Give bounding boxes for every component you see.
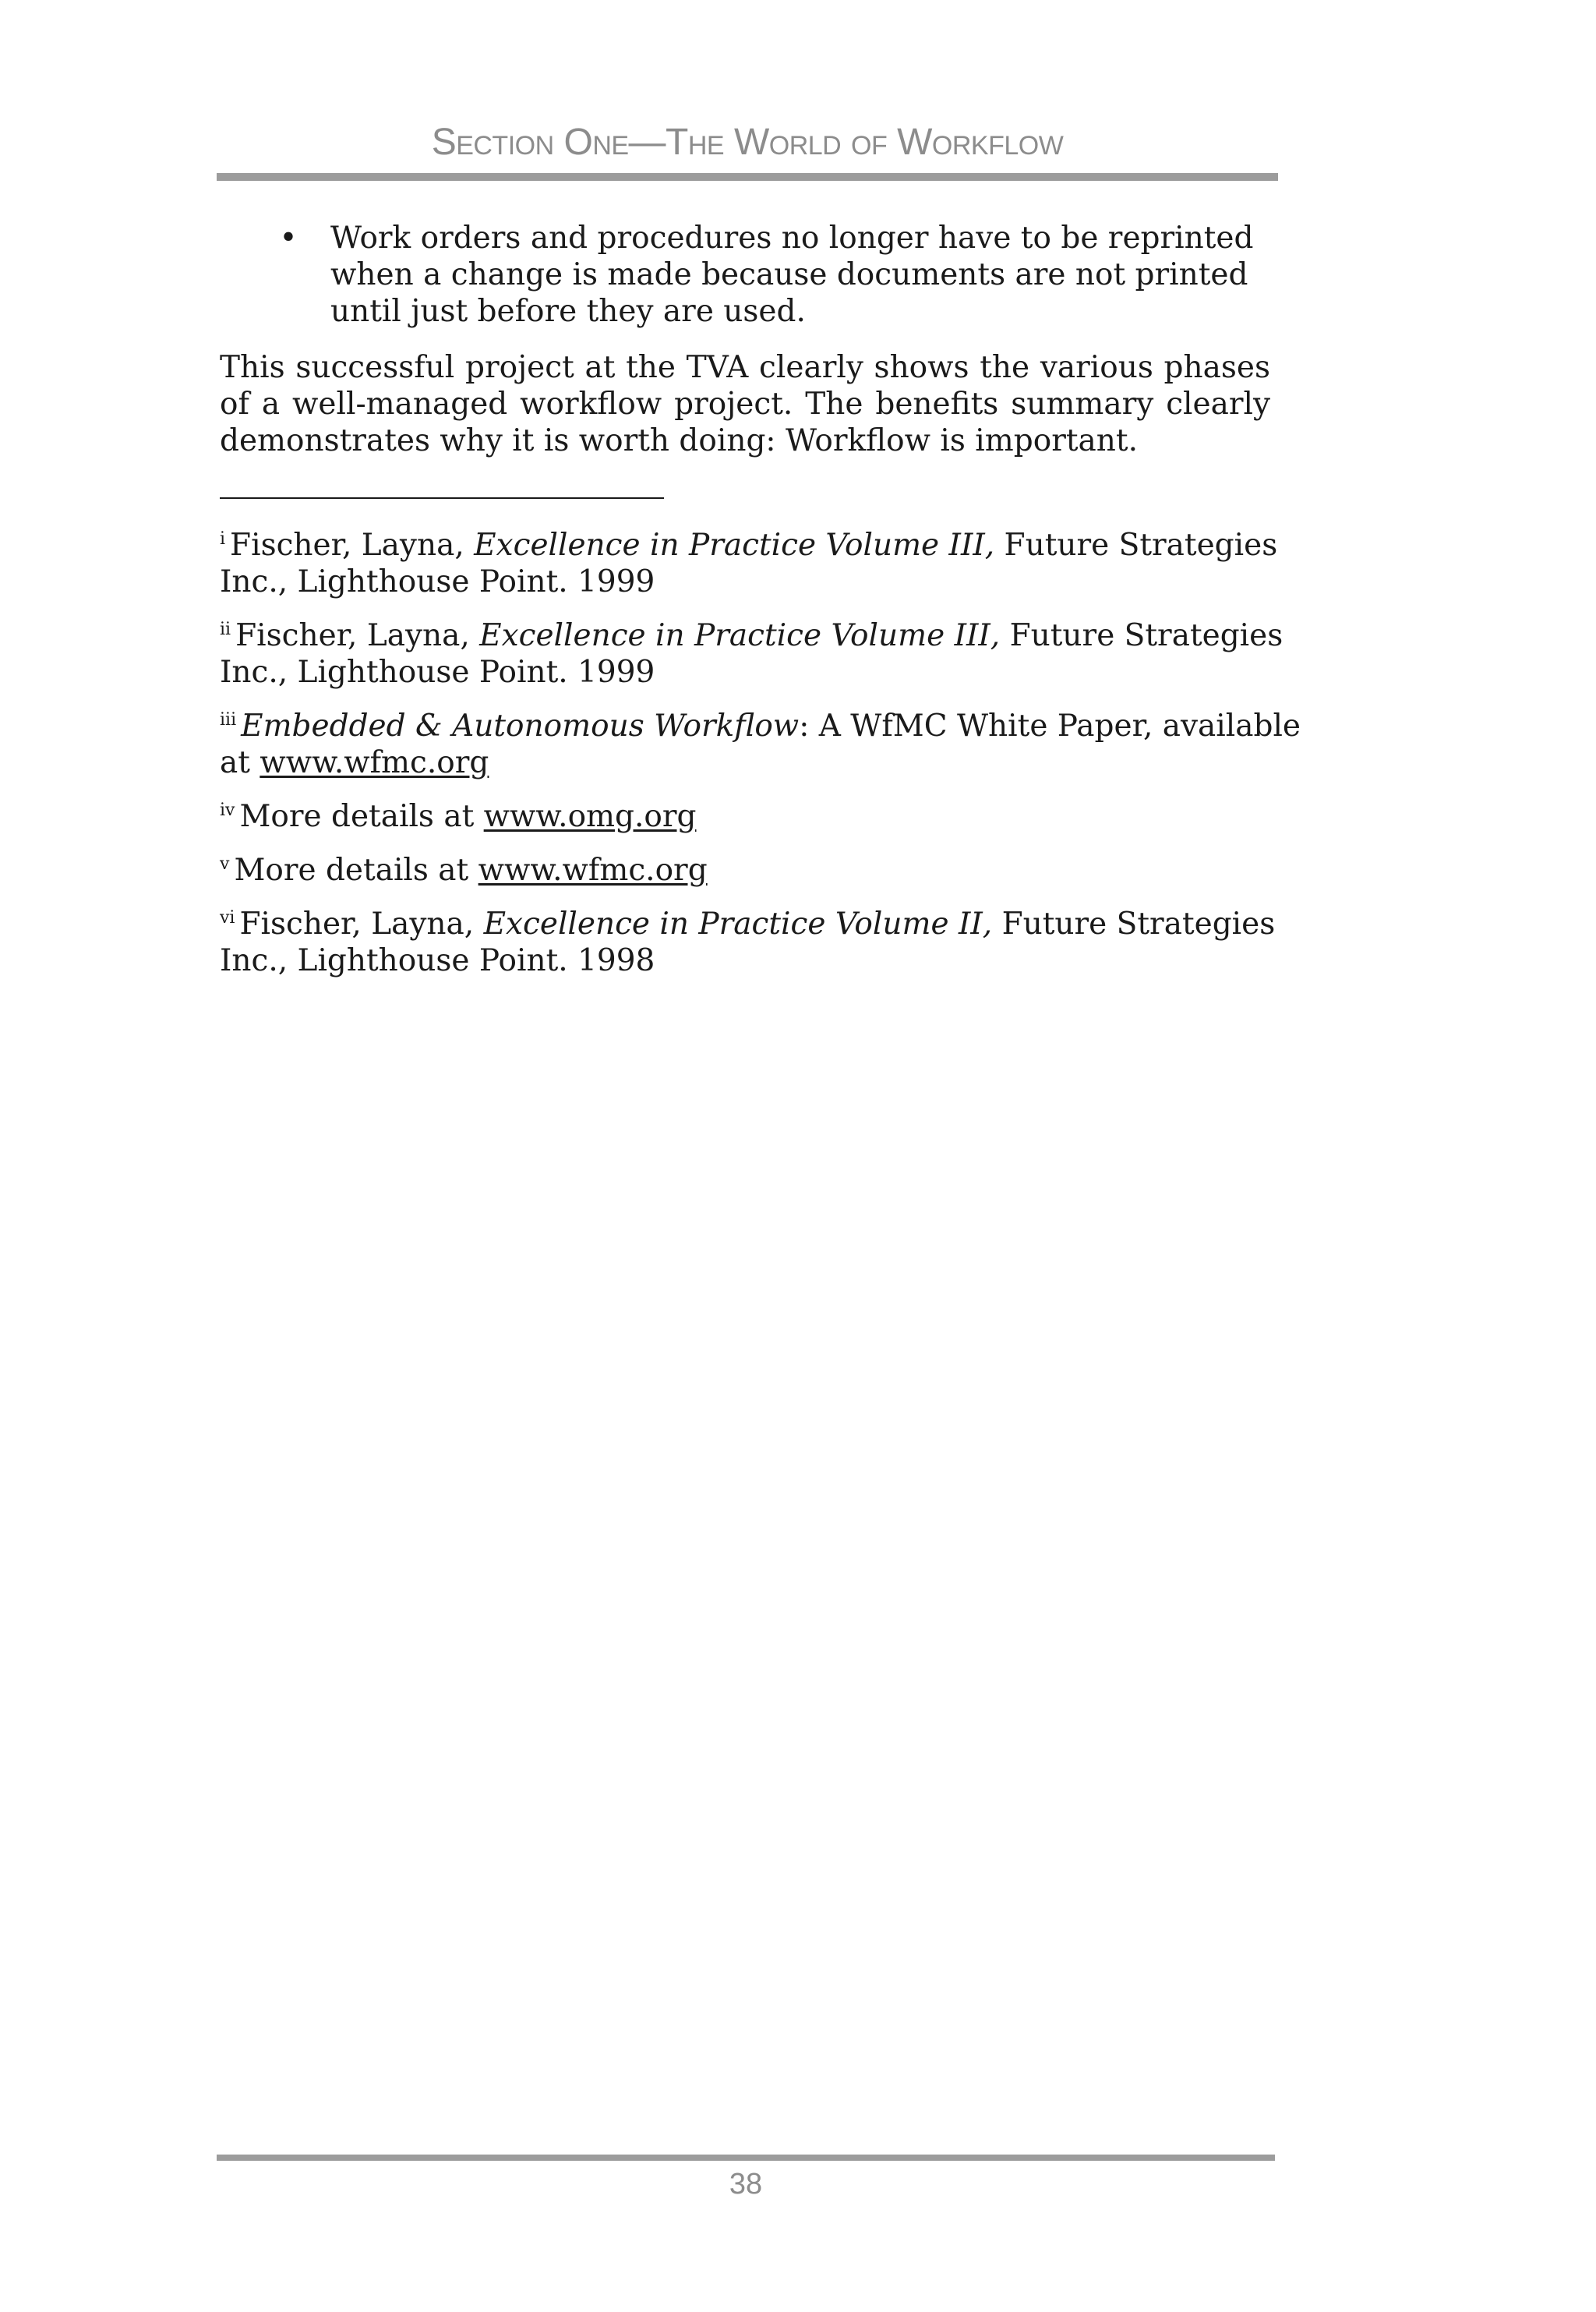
footnote-text: More details at (239, 799, 484, 834)
footnote-1 (220, 527, 1311, 600)
bullet-line: until just before they are used. (330, 294, 806, 329)
page-number: 38 (729, 2168, 763, 2201)
footnote-3 (220, 708, 1311, 781)
bullet-line: when a change is made because documents are not printed (330, 257, 1248, 292)
footnote-marker: i (220, 529, 226, 549)
bullet-text (330, 220, 1286, 330)
footnote-marker: iii (220, 710, 237, 730)
footnote-4 (220, 798, 1311, 835)
bullet-line: Work orders and procedures no longer have to be reprinted (330, 221, 1254, 256)
footnote-text: at (220, 745, 260, 780)
footnote-publisher: Future Strategies (994, 528, 1278, 563)
footnote-text: : A WfMC White Paper, available (799, 709, 1301, 744)
footnote-line: Inc., Lighthouse Point. 1999 (220, 655, 655, 690)
footnote-title: Excellence in Practice Volume II, (483, 907, 993, 942)
footnote-marker: vi (220, 908, 235, 928)
footnote-marker: ii (220, 620, 231, 639)
footer-rule (217, 2155, 1275, 2161)
footnote-marker: iv (220, 801, 235, 820)
header-rule (217, 173, 1278, 181)
footnote-title: Excellence in Practice Volume III, (474, 528, 995, 563)
footnote-2 (220, 617, 1311, 691)
footnote-separator (220, 497, 664, 499)
footnote-publisher: Future Strategies (1000, 618, 1284, 653)
footnote-author: Fischer, Layna, (230, 528, 475, 563)
footnote-line: Inc., Lighthouse Point. 1999 (220, 564, 655, 599)
footnote-link[interactable]: www.omg.org (483, 799, 697, 834)
footnote-publisher: Future Strategies (992, 907, 1276, 942)
footnote-author: Fischer, Layna, (235, 618, 480, 653)
paragraph-line: This successful project at the TVA clearly shows the various phases (220, 350, 1270, 385)
footnote-link[interactable]: www.wfmc.org (260, 745, 489, 780)
footnote-6 (220, 906, 1311, 979)
footnote-5 (220, 852, 1311, 889)
footnote-marker: v (220, 854, 230, 874)
running-header: Section One—The World of Workflow (431, 122, 1064, 163)
footnote-link[interactable]: www.wfmc.org (478, 853, 708, 888)
footnote-author: Fischer, Layna, (239, 907, 484, 942)
footnote-line: Inc., Lighthouse Point. 1998 (220, 943, 655, 978)
footnote-text: More details at (234, 853, 478, 888)
paragraph-line: of a well-managed workflow project. The benefits summary clearly (220, 387, 1270, 422)
footnote-title: Embedded & Autonomous Workflow (241, 709, 800, 744)
body-paragraph (220, 349, 1270, 459)
footnotes (220, 527, 1311, 996)
bullet-icon: • (279, 221, 298, 256)
paragraph-line: demonstrates why it is worth doing: Workflow is important. (220, 423, 1138, 458)
footnote-title: Excellence in Practice Volume III, (479, 618, 1001, 653)
